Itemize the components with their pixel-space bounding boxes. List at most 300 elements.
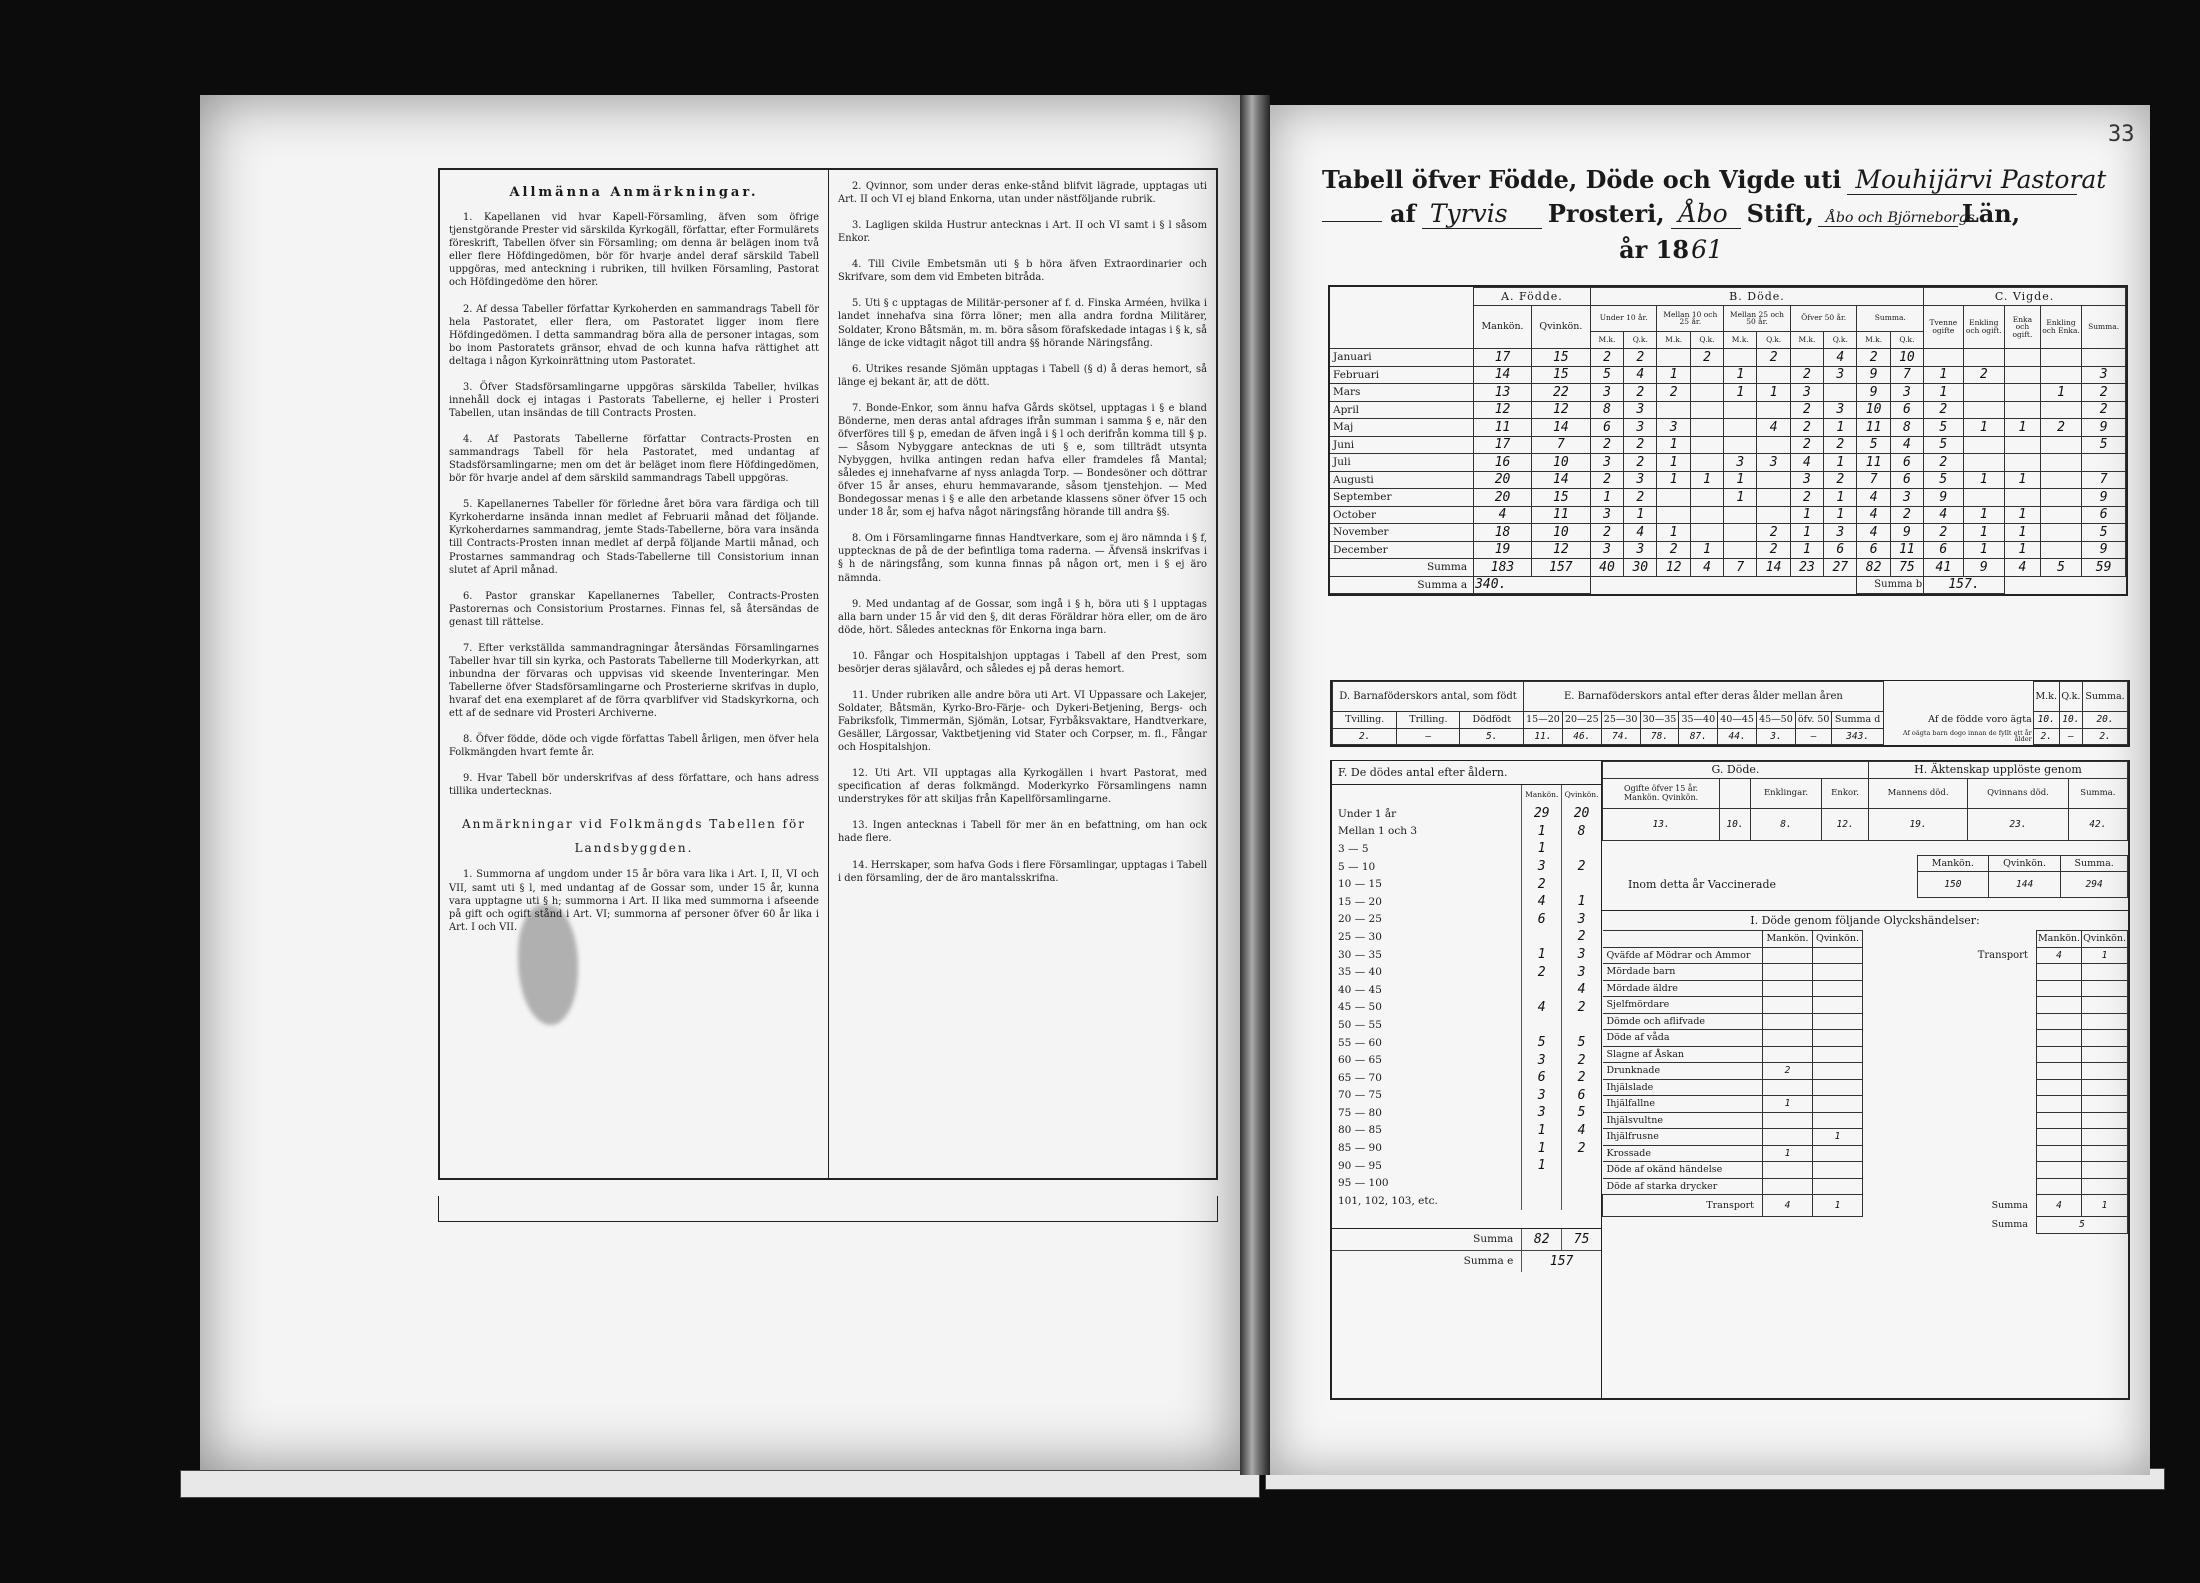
- instruction-paragraph: 5. Kapellanernes Tabeller för förledne året böra vara färdiga och till Kyrkoherdarne insända innan medlet af Februarii månad det följande. Kyrkoherdarnes sammandrag, jemte Stads-Tabellerne, böra vara insända till Contracts-Prosten innan medlet af derpå följande Martii månad, och Prostarnes sammandrag och Stads-Tabellerne till Consistorium innan slutet af April månad.: [449, 499, 819, 576]
- b-age-group-header: Mellan 25 och 50 år.: [1724, 305, 1791, 331]
- table-cell: 2: [1790, 366, 1823, 384]
- age-label: 45 — 50: [1338, 1001, 1382, 1014]
- table-cell: [1963, 436, 2004, 454]
- month-row: [1330, 541, 2126, 559]
- age-label: 65 — 70: [1338, 1071, 1382, 1084]
- table-cell: 6: [1890, 401, 1923, 419]
- table-cell: 2: [1824, 436, 1857, 454]
- age-qk: 2: [1561, 1139, 1601, 1157]
- summa-cell: 5: [2040, 559, 2081, 577]
- table-cell: 1: [1657, 366, 1690, 384]
- table-cell: 19: [1474, 541, 1532, 559]
- accident-mk: [1763, 1162, 1813, 1179]
- age-mk: [1521, 1192, 1561, 1210]
- table-cell: 9: [2082, 419, 2126, 437]
- table-cell: [1757, 366, 1790, 384]
- age-qk: 20: [1561, 805, 1601, 823]
- accident-label: Sjelfmördare: [1603, 997, 1763, 1014]
- accident-qk: [1813, 1096, 1863, 1113]
- b-age-group-header: Summa.: [1857, 305, 1924, 331]
- table-cell: 20: [1474, 489, 1532, 507]
- age-mk: 3: [1521, 1051, 1561, 1069]
- age-row: [1332, 1087, 1601, 1105]
- table-cell: [2040, 506, 2081, 524]
- accident-qk: [1813, 1030, 1863, 1047]
- table-cell: 4: [1890, 436, 1923, 454]
- stift-label: Stift,: [1746, 199, 1814, 228]
- instruction-paragraph: 8. Öfver födde, döde och vigde författas Tabell årligen, men öfver hela Folkmängden hvart femte år.: [449, 734, 819, 759]
- table-cell: 9: [1924, 489, 1963, 507]
- table-cell: 5: [2082, 436, 2126, 454]
- prosteri-label: Prosteri,: [1547, 199, 1665, 228]
- month-label: Juni: [1330, 436, 1474, 454]
- age-qk: 2: [1561, 999, 1601, 1017]
- c-column-header: Enkling och ogift.: [1963, 305, 2004, 349]
- age-label: 20 — 25: [1338, 913, 1382, 926]
- table-cell: 2: [1790, 436, 1823, 454]
- table-cell: 11: [1857, 419, 1890, 437]
- table-cell: [1690, 454, 1723, 472]
- age-qk: 3: [1561, 911, 1601, 929]
- table-cell: 4: [1790, 454, 1823, 472]
- age-label: 5 — 10: [1338, 860, 1376, 873]
- table-cell: 1: [1590, 489, 1623, 507]
- i-summa-mk: 4: [2036, 1195, 2081, 1217]
- accident-label: Döde af starka drycker: [1603, 1178, 1763, 1195]
- e-column-header: 35—40: [1679, 712, 1718, 729]
- b-mk-header: M.k.: [1590, 331, 1623, 349]
- i-transport-mk-header: Mankön.: [2036, 931, 2081, 948]
- age-label: Mellan 1 och 3: [1338, 825, 1418, 838]
- accident-qk: 1: [1813, 1129, 1863, 1146]
- legit1-label: Af de födde voro ägta: [1928, 714, 2032, 725]
- accident-row: [1603, 1129, 2128, 1146]
- h-summa: 42.: [2068, 808, 2127, 840]
- instruction-paragraph: 3. Öfver Stadsförsamlingarne uppgöras särskilda Tabeller, hvilkas innehåll dock ej intagas i Pastorats Tabellerne, ej heller i Prosteri Tabellen, utan insändas de till Contracts Prosten.: [449, 381, 819, 419]
- blank-line: [1322, 221, 1382, 222]
- month-label: December: [1330, 541, 1474, 559]
- e-column-header: 40—45: [1718, 712, 1757, 729]
- section-d-header: D. Barnaföderskors antal, som födt: [1333, 682, 1524, 712]
- table-cell: 1: [1824, 454, 1857, 472]
- age-mk: 1: [1521, 1139, 1561, 1157]
- e-value: 87.: [1679, 728, 1718, 745]
- instruction-paragraph: 4. Till Civile Embetsmän uti § b höra äfven Extraordinarier och Skrifvare, som dem vid Embeten bitråda.: [838, 259, 1207, 284]
- table-cell: 1: [1657, 436, 1690, 454]
- summa-cell: 23: [1790, 559, 1823, 577]
- table-cell: 22: [1531, 384, 1590, 402]
- month-row: [1330, 349, 2126, 367]
- instructions-heading: Allmänna Anmärkningar.: [509, 185, 759, 200]
- instruction-paragraph: 9. Med undantag af de Gossar, som ingå i § h, böra uti § l upptagas alla barn under 15 år vid den §, dit deras Föräldrar höra eller, om de äro döde, hört. Således antecknas för Enkorna inga barn.: [838, 598, 1207, 636]
- b-mk-header: M.k.: [1857, 331, 1890, 349]
- summa-cell: 59: [2082, 559, 2126, 577]
- table-cell: 2: [1624, 436, 1657, 454]
- table-cell: [1757, 436, 1790, 454]
- i-summa-qk: 1: [2082, 1195, 2128, 1217]
- summa-cell: 9: [1963, 559, 2004, 577]
- table-cell: 4: [1624, 366, 1657, 384]
- instruction-paragraph: 2. Qvinnor, som under deras enke-stånd blifvit lägrade, upptagas uti Art. II och VI ej bland Enkorna, utan under nästföljande rubrik.: [838, 181, 1207, 206]
- g-enkor: 12.: [1822, 808, 1869, 840]
- instruction-paragraph: 1. Summorna af ungdom under 15 år böra vara lika i Art. I, II, VI och VII, samt uti § l, med undantag af de Gossar som, under 15 år, kunna vara upptagne uti § h; summorna i Art. II lika med summorna i afseende på gift och ogift stånd i Art. VI; summorna af personer öfver 60 år lika i Art. I och VII.: [449, 869, 819, 933]
- vacc-summa: 294: [2061, 872, 2128, 898]
- table-cell: [1963, 401, 2004, 419]
- table-cell: [1824, 384, 1857, 402]
- summa-cell: 14: [1757, 559, 1790, 577]
- table-cell: 3: [1590, 506, 1623, 524]
- table-cell: 2: [1857, 349, 1890, 367]
- accident-qk: [1813, 1145, 1863, 1162]
- table-cell: 6: [1890, 454, 1923, 472]
- age-mk: 6: [1521, 911, 1561, 929]
- summa-cell: 4: [2004, 559, 2040, 577]
- accident-mk: [1763, 964, 1813, 981]
- table-cell: 9: [1857, 366, 1890, 384]
- table-cell: 8: [1590, 401, 1623, 419]
- age-row: [1332, 1157, 1601, 1175]
- accident-mk: [1763, 1079, 1813, 1096]
- table-cell: 5: [1924, 419, 1963, 437]
- vacc-mk: 150: [1917, 872, 1988, 898]
- accident-mk: 1: [1763, 1096, 1813, 1113]
- table-cell: 1: [1757, 384, 1790, 402]
- table-cell: [2040, 541, 2081, 559]
- table-cell: 2: [1824, 471, 1857, 489]
- i-summa2-value: 5: [2036, 1217, 2127, 1234]
- table-cell: 6: [2082, 506, 2126, 524]
- table-cell: 10: [1531, 524, 1590, 542]
- instruction-paragraph: 6. Utrikes resande Sjömän upptagas i Tabell (§ d) å deras hemort, så länge ej bekant är, att de dött.: [838, 363, 1207, 388]
- table-cell: 1: [1824, 419, 1857, 437]
- table-cell: 3: [2082, 366, 2126, 384]
- table-cell: 1: [1657, 471, 1690, 489]
- instruction-paragraph: 2. Af dessa Tabeller författar Kyrkoherden en sammandrags Tabell för hela Pastoratet, eller flera, om Pastoratet ligger inom flere Höfdingedömen. I detta sammandrag böra alla de personer intagas, som bo inom Pastoratets gränsor, ehvad de och kunna hafva rättighet att deltaga i någon Kyrkoinrättning utom Pastoratet.: [449, 303, 819, 367]
- table-cell: 14: [1531, 471, 1590, 489]
- accident-mk: [1763, 1013, 1813, 1030]
- table-cell: 15: [1531, 489, 1590, 507]
- accident-label: Qväfde af Mödrar och Ammor: [1603, 947, 1763, 964]
- table-cell: 1: [2004, 506, 2040, 524]
- table-cell: 11: [1531, 506, 1590, 524]
- instruction-paragraph: 7. Efter verkställda sammandragningar återsändas Församlingarnes Tabeller hvar till sin kyrka, och Pastorats Tabellerne till Moderkyrkan, att inbundna der förvaras och uppvisas vid skeende Inventeringar. Men Tabellerne öfver Stadsförsamlingarne och Prosterierne skrifvas in duplo, hvaraf det ena exemplaret af de förra qvarblifver vid Stadskyrkorna, och ett af de sednare vid Prosteri Archiverne.: [449, 642, 819, 720]
- age-row: [1332, 805, 1601, 823]
- summa-cell: 30: [1624, 559, 1657, 577]
- i-transport-qk-header: Qvinkön.: [2082, 931, 2128, 948]
- h-mannens-header: Mannens död.: [1868, 778, 1967, 808]
- age-qk: 3: [1561, 963, 1601, 981]
- age-mk: 4: [1521, 893, 1561, 911]
- table-cell: 2: [1624, 489, 1657, 507]
- age-qk: 5: [1561, 1034, 1601, 1052]
- age-mk: 3: [1521, 1104, 1561, 1122]
- table-cell: 2: [1790, 489, 1823, 507]
- b-age-group-header: Under 10 år.: [1590, 305, 1657, 331]
- g-ogifte-qk: 10.: [1720, 808, 1751, 840]
- age-row: [1332, 893, 1601, 911]
- f-mankon-header: Mankön.: [1521, 785, 1561, 805]
- table-cell: [1657, 349, 1690, 367]
- table-cell: 2: [1790, 401, 1823, 419]
- i-transport-bottom-qk: 1: [1813, 1195, 1863, 1217]
- table-cell: 1: [2040, 384, 2081, 402]
- table-cell: [1924, 349, 1963, 367]
- age-label: 25 — 30: [1338, 930, 1382, 943]
- table-cell: 3: [1590, 541, 1623, 559]
- age-row: [1332, 1192, 1601, 1210]
- b-qk-header: Q.k.: [1890, 331, 1923, 349]
- section-f-i: [1330, 760, 2130, 1400]
- table-cell: [1724, 541, 1757, 559]
- table-cell: 1: [2004, 419, 2040, 437]
- table-cell: [2082, 454, 2126, 472]
- age-row: [1332, 1069, 1601, 1087]
- summa-cell: 41: [1924, 559, 1963, 577]
- instruction-paragraph: 7. Bonde-Enkor, som ännu hafva Gårds skötsel, upptagas i § e bland Bönderne, men deras antal afdrages ifrån summan i samma § e, när den öfverföres till § p, emedan de äfven ingå i § l och derifrån komma till § p. — Såsom Nybyggare antecknas de uti § e, som tillträdt utsynta Nybyggen, hvilka antingen redan hafva eller framdeles få Mantal; således ej innehafvarne af nyss anlagda Torp. — Bondesöner och döttrar öfver 15 år anses, ehuru hemmavarande, såsom tjenstehjon. — Med Bondegossar menas i § e alle den arbetande klassens söner öfver 15 och under 18 år, som ej hafva något näringsfång hörande till andra §§.: [838, 402, 1207, 519]
- table-cell: 1: [1824, 506, 1857, 524]
- table-cell: 6: [1857, 541, 1890, 559]
- instructions-list-2: [838, 180, 1207, 885]
- table-cell: 12: [1531, 401, 1590, 419]
- legit2-value: —: [2059, 728, 2082, 745]
- e-column-header: 20—25: [1562, 712, 1601, 729]
- table-cell: [1690, 436, 1723, 454]
- age-row: [1332, 1051, 1601, 1069]
- e-column-header: 15—20: [1524, 712, 1563, 729]
- month-row: [1330, 384, 2126, 402]
- vacc-mk-header: Mankön.: [1917, 855, 1988, 872]
- table-cell: 5: [2082, 524, 2126, 542]
- accident-label: Mördade äldre: [1603, 980, 1763, 997]
- summa-a-label: Summa a: [1330, 576, 1474, 594]
- table-cell: 7: [1531, 436, 1590, 454]
- handwritten-prosteri: Tyrvis: [1422, 199, 1542, 229]
- table-cell: 7: [1857, 471, 1890, 489]
- book-spine: [1240, 95, 1270, 1475]
- age-label: 55 — 60: [1338, 1036, 1382, 1049]
- e-column-header: öfv. 50: [1795, 712, 1832, 729]
- b-qk-header: Q.k.: [1690, 331, 1723, 349]
- legit2-value: 2.: [2083, 728, 2128, 745]
- age-qk: [1561, 1174, 1601, 1192]
- table-cell: [2040, 366, 2081, 384]
- handwritten-year: 61: [1691, 235, 1723, 264]
- accident-row: [1603, 997, 2128, 1014]
- table-cell: [1963, 454, 2004, 472]
- summa-a-value: 340.: [1474, 576, 1591, 594]
- table-cell: 3: [1624, 419, 1657, 437]
- table-cell: 20: [1474, 471, 1532, 489]
- age-row: [1332, 1122, 1601, 1140]
- instruction-paragraph: 4. Af Pastorats Tabellerne författar Contracts-Prosten en sammandrags Tabell för hela Pastoratet, med undantag af Stadsförsamlingarne; men om det är beläget inom flere Höfdingedömen, bör för hvarje andel af dem särskild sammandrags Tabell uppgöras.: [449, 434, 819, 485]
- age-mk: [1521, 1174, 1561, 1192]
- table-cell: 1: [1724, 471, 1757, 489]
- accident-qk: [1813, 1162, 1863, 1179]
- table-cell: 1: [1724, 489, 1757, 507]
- b-qk-header: Q.k.: [1824, 331, 1857, 349]
- table-cell: 11: [1474, 419, 1532, 437]
- age-row: [1332, 823, 1601, 841]
- instructions-box: [438, 168, 1218, 1180]
- e-value: 44.: [1718, 728, 1757, 745]
- table-cell: 17: [1474, 436, 1532, 454]
- age-row: [1332, 858, 1601, 876]
- age-list: [1332, 805, 1601, 1210]
- age-label: 101, 102, 103, etc.: [1338, 1194, 1438, 1207]
- table-cell: 2: [1590, 524, 1623, 542]
- table-cell: 2: [2082, 401, 2126, 419]
- table-cell: [2082, 349, 2126, 367]
- table-cell: 3: [1590, 384, 1623, 402]
- age-mk: [1521, 928, 1561, 946]
- table-cell: 6: [1824, 541, 1857, 559]
- table-cell: 3: [1757, 454, 1790, 472]
- table-cell: 2: [1924, 524, 1963, 542]
- accidents-table: [1602, 930, 2128, 1234]
- table-cell: 1: [1790, 524, 1823, 542]
- month-label: September: [1330, 489, 1474, 507]
- table-cell: [1724, 349, 1757, 367]
- table-cell: [1657, 401, 1690, 419]
- vacc-label: Inom detta år Vaccinerade: [1628, 878, 1777, 891]
- h-qvinnans-header: Qvinnans död.: [1968, 778, 2068, 808]
- g-enklingar-header: Enklingar.: [1750, 778, 1821, 808]
- c-column-header: Enka och ogift.: [2004, 305, 2040, 349]
- table-cell: 3: [1890, 384, 1923, 402]
- table-cell: [1757, 506, 1790, 524]
- month-label: October: [1330, 506, 1474, 524]
- accident-row: [1603, 947, 2128, 964]
- summa-cell: 82: [1857, 559, 1890, 577]
- table-cell: 2: [1757, 349, 1790, 367]
- table-cell: [2040, 524, 2081, 542]
- table-cell: 11: [1890, 541, 1923, 559]
- age-row: [1332, 981, 1601, 999]
- e-value: 46.: [1562, 728, 1601, 745]
- instructions-footer-rule: [438, 1196, 1218, 1222]
- e-value: 343.: [1832, 728, 1883, 745]
- table-cell: 1: [1690, 471, 1723, 489]
- age-label: 75 — 80: [1338, 1106, 1382, 1119]
- month-label: Februari: [1330, 366, 1474, 384]
- table-cell: 7: [1890, 366, 1923, 384]
- table-cell: [1690, 366, 1723, 384]
- age-qk: 4: [1561, 1122, 1601, 1140]
- accident-qk: [1813, 964, 1863, 981]
- age-mk: 5: [1521, 1034, 1561, 1052]
- table-cell: 4: [1757, 419, 1790, 437]
- table-cell: [2040, 471, 2081, 489]
- age-label: 80 — 85: [1338, 1124, 1382, 1137]
- table-cell: 4: [1857, 524, 1890, 542]
- i-transport-top-mk: 4: [2036, 947, 2081, 964]
- table-cell: 3: [1624, 541, 1657, 559]
- b-mk-header: M.k.: [1790, 331, 1823, 349]
- accident-row: [1603, 1178, 2128, 1195]
- age-mk: 1: [1521, 840, 1561, 858]
- accident-mk: [1763, 1178, 1813, 1195]
- accident-label: Döde af våda: [1603, 1030, 1763, 1047]
- table-cell: [1963, 489, 2004, 507]
- table-cell: [2004, 454, 2040, 472]
- e-column-header: 25—30: [1601, 712, 1640, 729]
- month-label: Augusti: [1330, 471, 1474, 489]
- accident-mk: 1: [1763, 1145, 1813, 1162]
- table-cell: 2: [1624, 384, 1657, 402]
- age-label: 40 — 45: [1338, 983, 1382, 996]
- age-mk: 6: [1521, 1069, 1561, 1087]
- accident-mk: [1763, 980, 1813, 997]
- e-value: —: [1795, 728, 1832, 745]
- table-cell: [1690, 401, 1723, 419]
- age-mk: 2: [1521, 875, 1561, 893]
- b-age-group-header: Mellan 10 och 25 år.: [1657, 305, 1724, 331]
- table-cell: 16: [1474, 454, 1532, 472]
- age-label: 30 — 35: [1338, 948, 1382, 961]
- table-cell: 2: [1624, 454, 1657, 472]
- table-cell: [2004, 489, 2040, 507]
- instructions-heading-2: Anmärkningar vid Folkmängds Tabellen för Landsbyggden.: [461, 817, 807, 856]
- age-label: Under 1 år: [1338, 807, 1397, 820]
- age-qk: 8: [1561, 823, 1601, 841]
- instructions-list-1: [449, 211, 819, 798]
- section-i-header: I. Döde genom följande Olyckshändelser:: [1602, 910, 2128, 930]
- age-row: [1332, 1016, 1601, 1034]
- age-row: [1332, 963, 1601, 981]
- table-cell: 7: [2082, 471, 2126, 489]
- table-cell: 5: [1857, 436, 1890, 454]
- table-cell: 2: [1890, 506, 1923, 524]
- month-label: Mars: [1330, 384, 1474, 402]
- age-qk: 2: [1561, 1051, 1601, 1069]
- table-cell: 3: [1890, 489, 1923, 507]
- table-cell: 3: [1824, 401, 1857, 419]
- age-label: 60 — 65: [1338, 1054, 1382, 1067]
- accident-qk: [1813, 997, 1863, 1014]
- table-cell: [1724, 524, 1757, 542]
- age-mk: [1521, 1016, 1561, 1034]
- monthly-table: [1328, 285, 2128, 596]
- summa-b-value: 157.: [1924, 576, 2005, 594]
- section-d-e: [1330, 680, 2130, 747]
- table-cell: [2004, 401, 2040, 419]
- table-cell: 9: [2082, 541, 2126, 559]
- instruction-paragraph: 5. Uti § c upptagas de Militär-personer af f. d. Finska Arméen, hvilka i landet innehafva sina förra löner; men alla andra fordna Militärer, Soldater, Krono Båtsmän, m. m. böra såsom förafskedade intagas i § k, så länge de icke vidtagit något till andra §§ hörande Näringsfång.: [838, 298, 1207, 349]
- i-transport-top-qk: 1: [2082, 947, 2128, 964]
- accident-row: [1603, 964, 2128, 981]
- table-cell: [1657, 489, 1690, 507]
- table-cell: 8: [1890, 419, 1923, 437]
- table-cell: [1724, 401, 1757, 419]
- table-cell: 11: [1857, 454, 1890, 472]
- table-cell: 1: [2004, 471, 2040, 489]
- d-value: 5.: [1460, 728, 1524, 745]
- age-qk: [1561, 1157, 1601, 1175]
- table-cell: 3: [1624, 401, 1657, 419]
- instruction-paragraph: 1. Kapellanen vid hvar Kapell-Församling, äfven som öfrige tjenstgörande Prester vid särskilda Kyrkogäll, författar, efter Formulärets föreskrift, Tabellen öfver sin Församling; om denna är belägen inom två eller flere Höfdingedömen, bör för hvarje andel deraf särskild Tabell uppgöras, med anteckning i rubriken, till hvilken Församling, Pastorat och Höfdingedöme den hörer.: [449, 212, 819, 289]
- table-cell: 1: [2004, 524, 2040, 542]
- b-mk-header: M.k.: [1724, 331, 1757, 349]
- age-mk: 1: [1521, 1122, 1561, 1140]
- accident-row: [1603, 1013, 2128, 1030]
- age-label: 85 — 90: [1338, 1142, 1382, 1155]
- table-cell: 12: [1531, 541, 1590, 559]
- legit2-label: Af oägta barn dogo innan de fyllt ett år ålder: [1902, 728, 2032, 744]
- b-qk-header: Q.k.: [1624, 331, 1657, 349]
- summa-b-label: Summa b: [1857, 576, 1924, 594]
- table-cell: [2004, 436, 2040, 454]
- table-cell: [2004, 366, 2040, 384]
